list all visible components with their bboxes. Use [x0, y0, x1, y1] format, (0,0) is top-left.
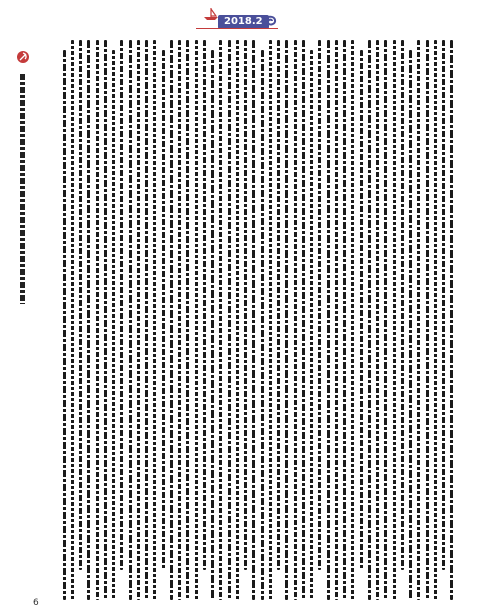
script-line	[343, 40, 346, 600]
script-line	[129, 40, 132, 600]
issue-badge: 2018.2	[218, 15, 269, 29]
script-line	[203, 40, 206, 570]
script-line	[211, 50, 214, 600]
script-line	[318, 40, 321, 570]
script-line	[310, 50, 313, 600]
script-line	[145, 40, 148, 600]
script-line	[401, 40, 404, 570]
script-line	[302, 40, 305, 600]
script-line	[409, 50, 412, 600]
script-line	[153, 40, 156, 600]
script-line	[277, 40, 280, 570]
script-line	[228, 40, 231, 600]
script-line	[294, 40, 297, 600]
script-line	[434, 40, 437, 600]
text-area	[60, 40, 456, 600]
text-column-right	[258, 40, 456, 600]
script-line	[442, 40, 445, 570]
script-line	[360, 50, 363, 570]
script-line	[120, 40, 123, 570]
text-column-left	[60, 40, 258, 600]
side-title-strip	[16, 50, 30, 310]
script-line	[162, 50, 165, 570]
script-line	[137, 40, 140, 600]
hammer-sickle-icon	[16, 50, 30, 64]
script-line	[376, 40, 379, 600]
script-line	[368, 40, 371, 600]
swirl-logo-icon	[262, 13, 280, 29]
script-line	[450, 40, 453, 600]
script-line	[269, 40, 272, 600]
script-line	[96, 40, 99, 600]
script-line	[63, 50, 66, 600]
header-rule	[196, 28, 278, 29]
page-number: 6	[33, 598, 39, 608]
script-line	[71, 40, 74, 600]
side-title-script	[20, 74, 25, 304]
script-line	[87, 40, 90, 600]
script-line	[178, 40, 181, 600]
script-line	[335, 40, 338, 600]
script-line	[384, 40, 387, 600]
script-line	[417, 40, 420, 600]
script-line	[79, 40, 82, 570]
script-line	[244, 40, 247, 570]
script-line	[195, 40, 198, 600]
script-line	[393, 40, 396, 600]
script-line	[327, 40, 330, 600]
header-badge	[196, 11, 278, 33]
script-line	[351, 40, 354, 600]
script-line	[252, 40, 255, 600]
script-line	[285, 40, 288, 600]
script-line	[219, 40, 222, 600]
script-line	[170, 40, 173, 600]
script-line	[104, 40, 107, 600]
script-line	[426, 40, 429, 600]
script-line	[186, 40, 189, 600]
script-line	[112, 50, 115, 600]
script-line	[236, 40, 239, 600]
script-line	[261, 50, 264, 600]
